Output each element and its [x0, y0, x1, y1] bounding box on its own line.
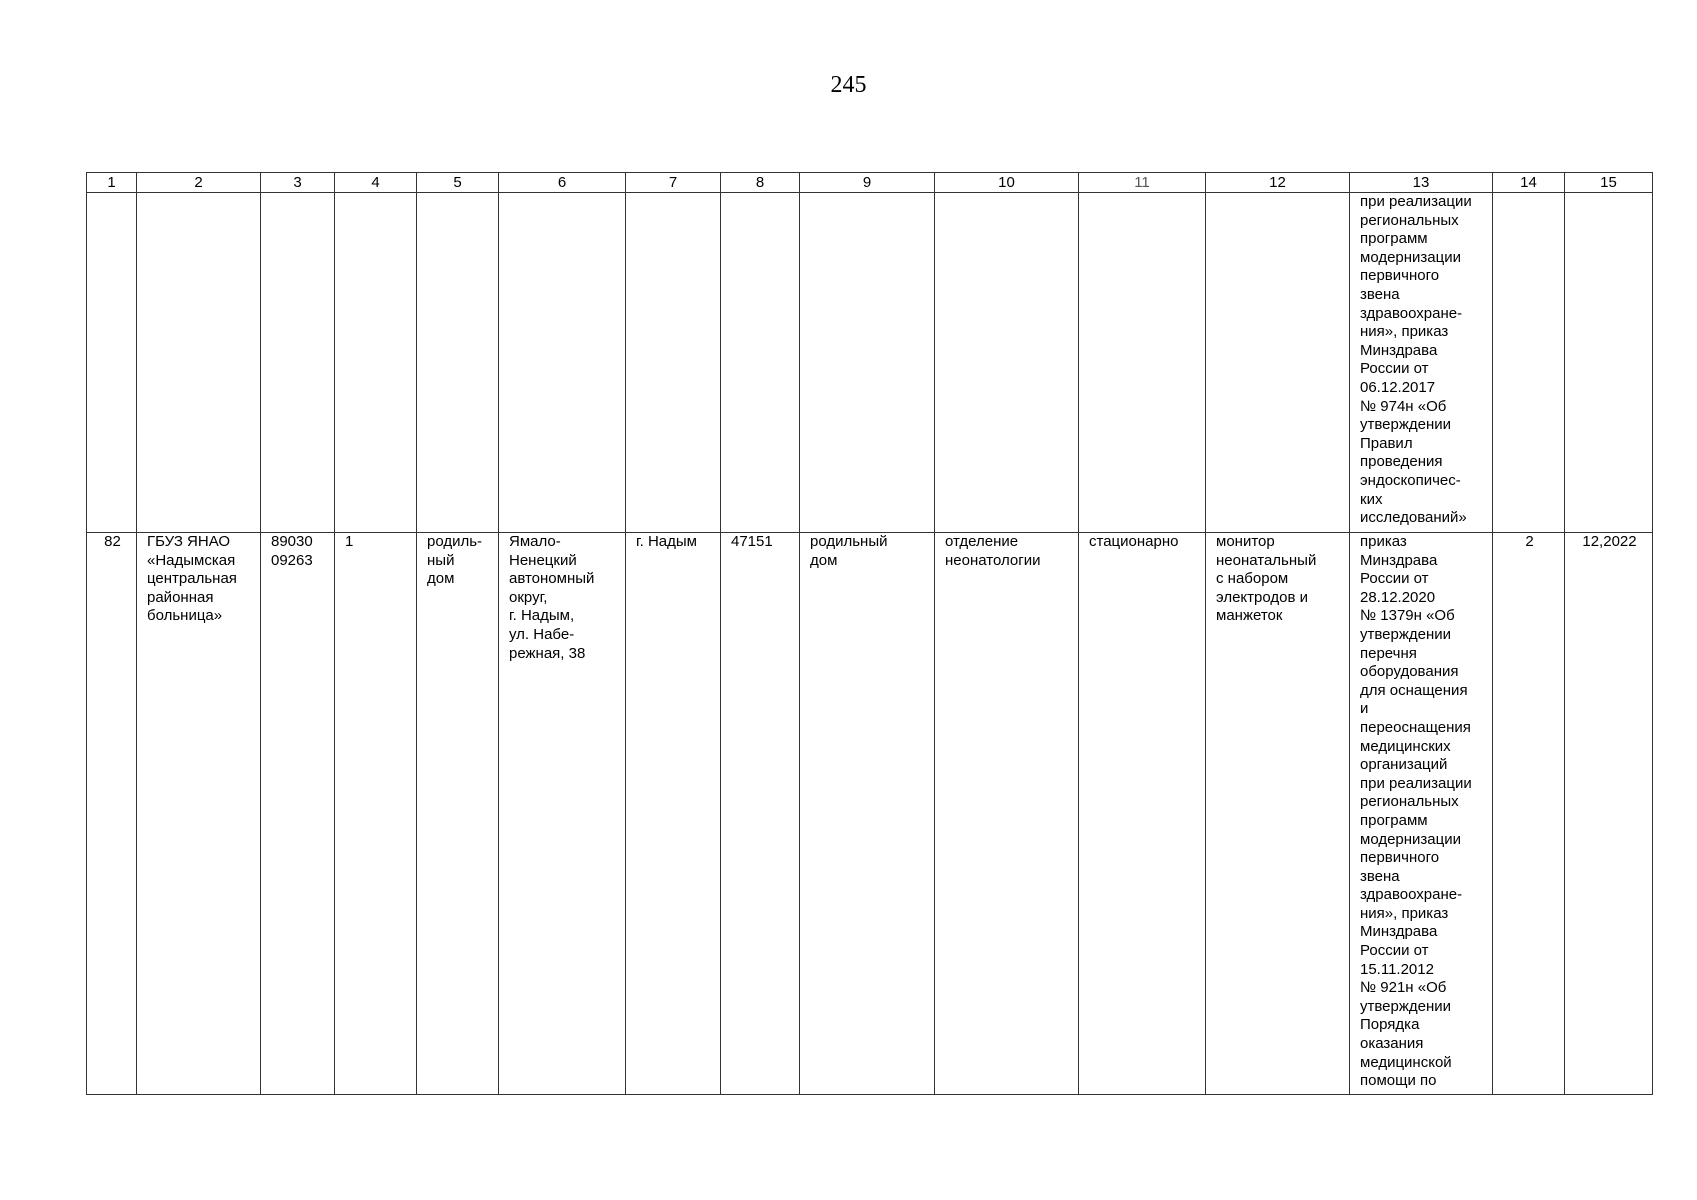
- table-cell: [137, 193, 261, 533]
- column-header: 1: [87, 173, 137, 193]
- oktmo-cell: 47151: [721, 533, 800, 1095]
- address-cell: Ямало- Ненецкий автономный округ, г. Надым, ул. Набе- режная, 38: [499, 533, 626, 1095]
- column-header: 12: [1206, 173, 1350, 193]
- table-cell: [1079, 193, 1206, 533]
- care-conditions-cell: стационарно: [1079, 533, 1206, 1095]
- table-cell: [721, 193, 800, 533]
- table-cell: [1206, 193, 1350, 533]
- legal-basis-cell: приказ Минздрава России от 28.12.2020 № 1379н «Об утверждении перечня оборудования для оснащения и переоснащения медицинских организаций при реализации региональных программ модернизации первичного звена здравоохране- ния», приказ Минздрава России от 15.11.2012 № 921н «Об утверждении Порядка оказания медицинской помощи по: [1350, 533, 1493, 1095]
- column-header: 4: [335, 173, 417, 193]
- column-number-header-row: [87, 173, 1653, 193]
- table-cell: [800, 193, 935, 533]
- table-cell: [1565, 193, 1653, 533]
- table-cell: [87, 193, 137, 533]
- column-header: 7: [626, 173, 721, 193]
- table-cell: [499, 193, 626, 533]
- column-header: 9: [800, 173, 935, 193]
- organization-name-cell: ГБУЗ ЯНАО «Надымская центральная районная больница»: [137, 533, 261, 1095]
- legal-basis-cell: при реализации региональных программ модернизации первичного звена здравоохране- ния», приказ Минздрава России от 06.12.2017 № 974н «Об утверждении Правил проведения эндоскопичес- ких исследований»: [1350, 193, 1493, 533]
- unit-type-cell: родильный дом: [800, 533, 935, 1095]
- table-cell: [261, 193, 335, 533]
- column-header: 5: [417, 173, 499, 193]
- table-row: [87, 533, 1653, 1095]
- page-number: 245: [830, 72, 867, 98]
- column-header: 2: [137, 173, 261, 193]
- table-cell: [335, 193, 417, 533]
- column-header: 6: [499, 173, 626, 193]
- column-header: 14: [1493, 173, 1565, 193]
- table-row-continuation: [87, 193, 1653, 533]
- column-header: 3: [261, 173, 335, 193]
- equipment-table: [86, 172, 1653, 1095]
- table-cell: [626, 193, 721, 533]
- facility-type-cell: родиль- ный дом: [417, 533, 499, 1095]
- equipment-cell: монитор неонатальный с набором электродов и манжеток: [1206, 533, 1350, 1095]
- column-header: 15: [1565, 173, 1653, 193]
- table-cell: 1: [335, 533, 417, 1095]
- department-cell: отделение неонатологии: [935, 533, 1079, 1095]
- quantity-cell: 2: [1493, 533, 1565, 1095]
- inn-cell: 89030 09263: [261, 533, 335, 1095]
- column-header: 8: [721, 173, 800, 193]
- column-header: 10: [935, 173, 1079, 193]
- column-header: 11: [1079, 173, 1206, 193]
- column-header: 13: [1350, 173, 1493, 193]
- table-cell: [935, 193, 1079, 533]
- row-number-cell: 82: [87, 533, 137, 1095]
- locality-cell: г. Надым: [626, 533, 721, 1095]
- table-cell: [1493, 193, 1565, 533]
- date-cell: 12,2022: [1565, 533, 1653, 1095]
- table-cell: [417, 193, 499, 533]
